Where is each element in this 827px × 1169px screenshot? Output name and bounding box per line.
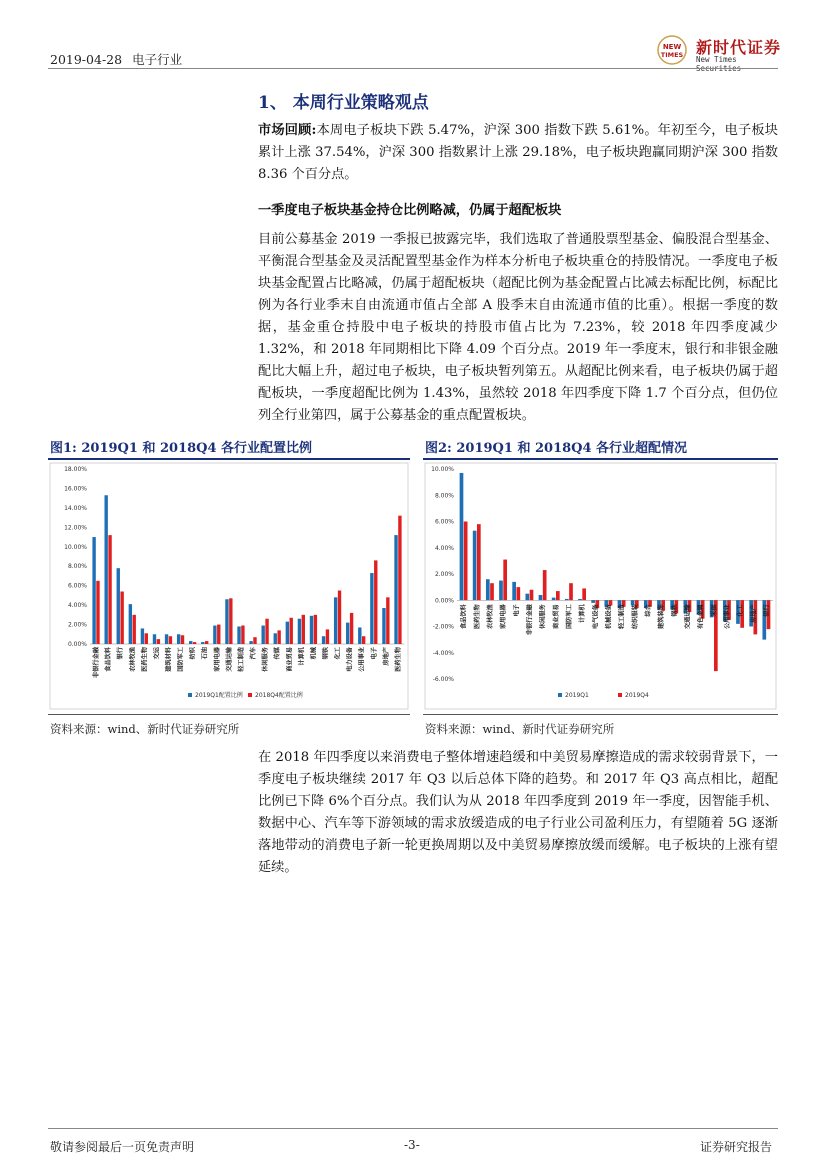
bar-series-2 <box>205 641 208 644</box>
bar-series-1 <box>346 623 349 644</box>
overweight-chart <box>423 461 778 711</box>
category-label: 电子 <box>513 604 521 617</box>
category-label: 机械 <box>310 647 318 660</box>
category-label: 石油 <box>201 647 209 660</box>
category-label: 汽车 <box>250 647 258 660</box>
market-review <box>258 120 778 186</box>
bar-series-2 <box>229 598 232 644</box>
y-tick-label: 10.00% <box>431 466 454 473</box>
category-label: 家用电器 <box>213 647 221 672</box>
category-label: 化工 <box>334 647 342 660</box>
bar-series-1 <box>249 641 252 644</box>
category-label: 农林牧渔 <box>486 604 494 629</box>
category-label: 电力设备 <box>346 647 354 672</box>
category-label: 农林牧渔 <box>129 647 137 672</box>
category-label: 医药生物 <box>394 647 402 672</box>
figure-1-title: 图1: 2019Q1 和 2018Q4 各行业配置比例 <box>50 441 313 456</box>
category-label: 银行 <box>117 647 125 660</box>
category-label: 计算机 <box>298 647 306 666</box>
y-tick-label: 16.00% <box>64 485 87 493</box>
bar-series-1 <box>382 608 385 644</box>
category-label: 轻工制造 <box>618 604 626 629</box>
logo-name-cn: 新时代证券 <box>696 38 782 57</box>
footer-disclaimer: 敬请参阅最后一页免责声明 <box>50 1140 195 1154</box>
category-label: 公用事业 <box>358 647 366 672</box>
bar-series-2 <box>253 637 256 644</box>
category-label: 计算机 <box>579 604 587 623</box>
category-label: 交通运输 <box>225 647 233 672</box>
figure-2-rule <box>423 458 778 460</box>
bar-series-2 <box>569 583 573 600</box>
category-label: 钢铁 <box>322 647 330 660</box>
y-tick-label: 0.00% <box>67 641 87 648</box>
bar-series-1 <box>117 568 120 644</box>
footer-divider <box>48 1128 778 1129</box>
svg-text:TIMES: TIMES <box>660 51 684 59</box>
bar-series-1 <box>104 495 107 644</box>
bar-series-1 <box>486 579 490 600</box>
legend-label: 2019Q1 <box>565 692 589 699</box>
bar-series-2 <box>169 636 172 644</box>
bar-series-2 <box>362 636 365 644</box>
category-label: 商业贸易 <box>286 647 294 672</box>
y-tick-label: 8.00% <box>434 492 454 500</box>
legend-label: 2019Q4 <box>625 692 649 699</box>
bar-series-1 <box>201 642 204 644</box>
bar-series-2 <box>556 591 560 600</box>
y-tick-label: 0.00% <box>434 597 454 605</box>
bar-series-2 <box>133 615 136 644</box>
category-label: 建筑材料 <box>165 647 173 672</box>
bar-series-1 <box>334 597 337 644</box>
bar-series-2 <box>464 522 468 601</box>
legend-swatch <box>188 693 192 697</box>
bar-series-1 <box>512 582 516 600</box>
category-label: 国防军工 <box>177 647 185 672</box>
bar-series-2 <box>386 597 389 644</box>
legend-swatch <box>618 693 622 697</box>
category-label: 国防军工 <box>565 604 573 629</box>
bar-series-1 <box>213 626 216 644</box>
legend-label: 2019Q1配置比例 <box>195 692 243 699</box>
company-logo <box>652 34 782 66</box>
bar-series-1 <box>153 634 156 644</box>
category-label: 传媒 <box>274 647 282 660</box>
bar-series-1 <box>394 535 397 644</box>
analysis-paragraph-1: 目前公募基金 2019 一季报已披露完毕，我们选取了普通股票型基金、偏股混合型基金、平衡混合型基金及灵活配置型基金作为样本分析电子板块重仓的持股情况。一季度电子板块基金配置占比略减，仍属于超配板块（超配比例为基金配置占比减去标配比例，标配比例为各行业季末自由流通市值占全部 A 股季末自由流通市值的比重）。根据一季度的数据，基金重仓持股中电子板块的持股市值占比为 7.23%，较 2018 年四季度减少 1.32%，和 2018 年同期相比下降 4.09 个百分点。2019 年一季度末，银行和非银金融配比大幅上升，超过电子板块，电子板块暂列第五。从超配比例来看，电子板块仍属于超配板块，一季度超配比例为 1.43%，虽然较 2018 年四季度下降 1.7 个百分点，但仍位列全行业第四，属于公募基金的重点配置板块。 <box>258 232 778 423</box>
y-tick-label: -6.00% <box>432 676 454 683</box>
figure-1-source-rule <box>48 714 410 715</box>
analysis-paragraph-2: 在 2018 年四季度以来消费电子整体增速趋缓和中美贸易摩擦造成的需求较弱背景下，一季度电子板块继续 2017 年 Q3 以后总体下降的趋势。和 2017 年 Q3 高点相比，超配比例已下降 6%个百分点。我们认为从 2018 年四季度到 2019 年一季度，因智能手机、数据中心、汽车等下游领域的需求放缓造成的电子行业公司盈利压力，有望随着 5G 逐渐落地带动的消费电子新一轮更换周期以及中美贸易摩擦放缓而缓解。电子板块的上涨有望延续。 <box>258 750 778 875</box>
category-label: 轻工制造 <box>237 647 245 672</box>
section-title: 1、 本周行业策略观点 <box>258 93 429 113</box>
bar-series-1 <box>358 627 361 644</box>
bar-series-1 <box>286 622 289 644</box>
category-label: 交运 <box>153 647 161 660</box>
figure-1-rule <box>48 458 410 460</box>
category-label: 采掘 <box>710 604 718 617</box>
category-label: 交通运输 <box>684 604 692 629</box>
category-label: 电子 <box>370 647 378 660</box>
legend-swatch <box>248 693 252 697</box>
y-tick-label: 6.00% <box>67 582 87 590</box>
bar-series-2 <box>277 630 280 644</box>
category-label: 食品饮料 <box>460 604 468 629</box>
footer-report-type: 证券研究报告 <box>700 1140 773 1154</box>
category-label: 休闲服务 <box>539 604 547 629</box>
category-label: 非银行金融 <box>93 647 101 678</box>
category-label: 医药生物 <box>141 647 149 672</box>
bar-series-2 <box>398 516 401 644</box>
y-tick-label: -4.00% <box>432 649 454 657</box>
bar-series-2 <box>582 588 586 600</box>
bar-series-1 <box>552 598 556 601</box>
category-label: 休闲服务 <box>262 647 270 672</box>
category-label: 机械设备 <box>605 604 613 629</box>
bar-series-1 <box>473 531 477 601</box>
figure-1-source: 资料来源：wind、新时代证券研究所 <box>50 722 240 736</box>
bar-series-2 <box>326 629 329 644</box>
category-label: 银行 <box>763 604 771 617</box>
bar-series-2 <box>241 626 244 644</box>
y-tick-label: 8.00% <box>67 563 87 571</box>
category-label: 纺织服装 <box>631 604 639 629</box>
bar-series-2 <box>338 591 341 644</box>
bar-series-1 <box>92 537 95 644</box>
category-label: 医药生物 <box>473 604 481 629</box>
bar-series-1 <box>237 627 240 645</box>
category-label: 非银行金融 <box>526 604 534 636</box>
logo-mark-icon <box>652 34 692 66</box>
header-divider <box>48 68 778 69</box>
figure-2-title: 图2: 2019Q1 和 2018Q4 各行业超配情况 <box>425 441 688 456</box>
y-tick-label: 4.00% <box>67 602 87 610</box>
y-tick-label: 4.00% <box>434 544 454 552</box>
bar-series-2 <box>193 642 196 644</box>
bar-series-1 <box>370 573 373 644</box>
bar-series-1 <box>565 599 569 600</box>
y-tick-label: 6.00% <box>434 518 454 526</box>
bar-series-2 <box>290 618 293 644</box>
allocation-chart <box>48 461 410 711</box>
bar-series-2 <box>477 524 481 600</box>
y-tick-label: 12.00% <box>64 524 87 532</box>
bar-series-1 <box>177 634 180 644</box>
bar-series-2 <box>543 570 547 600</box>
y-tick-label: 2.00% <box>67 621 87 629</box>
report-date: 2019-04-28 <box>50 52 123 67</box>
y-tick-label: -2.00% <box>432 623 454 631</box>
bar-series-2 <box>374 560 377 644</box>
bar-series-1 <box>591 600 595 603</box>
bar-series-2 <box>530 590 534 601</box>
bar-series-2 <box>108 535 111 644</box>
figure-2-source: 资料来源：wind、新时代证券研究所 <box>425 722 615 736</box>
figure-2-source-rule <box>423 714 778 715</box>
bar-series-2 <box>265 619 268 644</box>
category-label: 纺织 <box>189 647 197 660</box>
bar-series-2 <box>120 592 123 645</box>
logo-name-en: New Times <box>696 55 737 64</box>
category-label: 钢铁 <box>671 604 679 617</box>
bar-series-1 <box>225 599 228 644</box>
bar-series-1 <box>525 594 529 601</box>
legend-swatch <box>558 693 562 697</box>
y-tick-label: 10.00% <box>64 543 87 551</box>
bar-series-1 <box>298 619 301 644</box>
bar-series-2 <box>350 613 353 644</box>
bar-series-1 <box>274 633 277 644</box>
bar-series-2 <box>490 583 494 600</box>
bar-series-2 <box>96 581 99 644</box>
bar-series-2 <box>516 587 520 600</box>
bar-series-2 <box>181 635 184 644</box>
bar-series-2 <box>217 625 220 644</box>
bar-series-1 <box>499 581 503 601</box>
legend-label: 2018Q4配置比例 <box>255 692 303 699</box>
bar-series-1 <box>189 641 192 644</box>
y-tick-label: 18.00% <box>64 466 87 473</box>
bar-series-2 <box>145 633 148 644</box>
page-number: -3- <box>404 1138 420 1152</box>
category-label: 房地产 <box>750 604 758 623</box>
category-label: 电气设备 <box>592 604 600 629</box>
bar-series-1 <box>261 626 264 644</box>
bar-series-1 <box>539 595 543 600</box>
y-tick-label: 2.00% <box>434 571 454 578</box>
category-label: 房地产 <box>382 647 390 666</box>
y-tick-label: 14.00% <box>64 504 87 512</box>
bar-series-1 <box>129 604 132 644</box>
category-label: 食品饮料 <box>105 647 113 672</box>
bar-series-2 <box>503 560 507 601</box>
bar-series-1 <box>165 634 168 644</box>
category-label: 公用事业 <box>723 604 731 629</box>
bar-series-2 <box>302 615 305 644</box>
bar-series-2 <box>314 615 317 644</box>
category-label: 商业贸易 <box>552 604 560 629</box>
industry-name: 电子行业 <box>132 52 183 67</box>
bar-series-1 <box>322 636 325 644</box>
market-review-label: 市场回顾: <box>258 123 317 138</box>
svg-text:NEW: NEW <box>662 43 682 51</box>
market-review-text: 本周电子板块下跌 5.47%，沪深 300 指数下跌 5.61%。年初至今，电子板块累计上涨 37.54%，沪深 300 指数累计上涨 29.18%，电子板块跑赢同期沪深 300 指数 8.36 个百分点。 <box>258 123 778 182</box>
category-label: 家用电器 <box>500 604 508 629</box>
bar-series-1 <box>578 599 582 600</box>
bar-series-1 <box>460 473 464 600</box>
category-label: 综合 <box>644 604 652 617</box>
bar-series-1 <box>310 616 313 644</box>
category-label: 化工 <box>737 604 745 617</box>
category-label: 建筑装饰 <box>658 604 666 629</box>
bar-series-2 <box>157 639 160 644</box>
header-meta <box>50 50 182 68</box>
bar-series-1 <box>141 628 144 644</box>
category-label: 有色金属 <box>697 604 705 629</box>
subheading: 一季度电子板块基金持仓比例略减，仍属于超配板块 <box>258 203 562 218</box>
